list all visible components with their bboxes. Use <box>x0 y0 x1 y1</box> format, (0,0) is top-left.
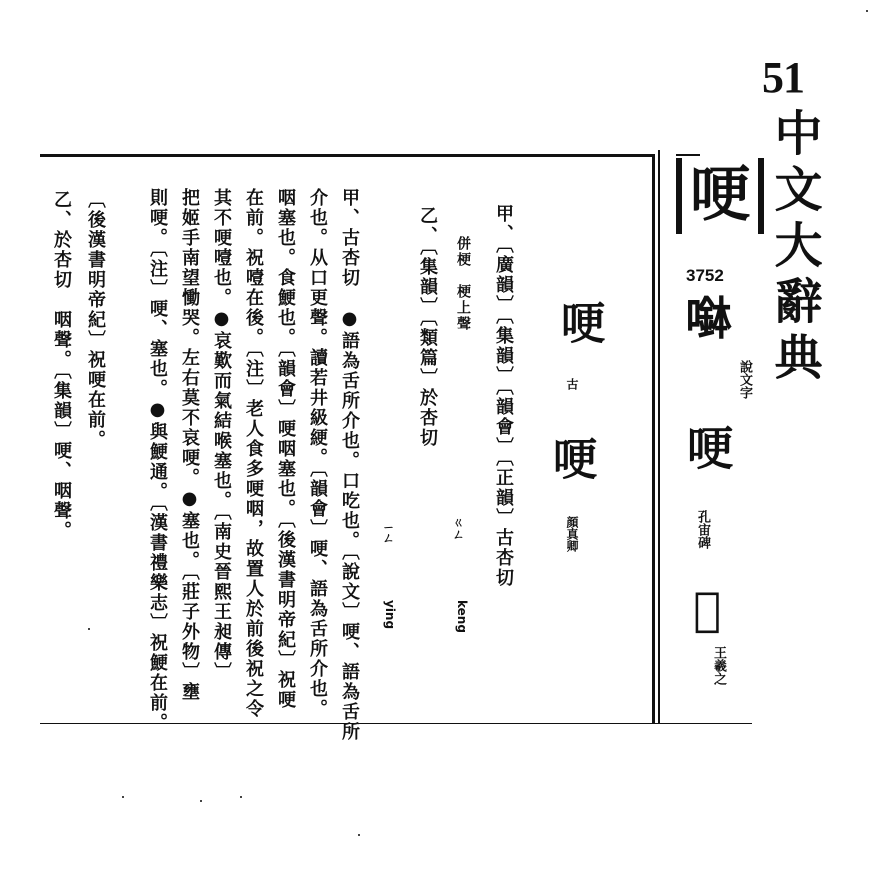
variant-form-2: 哽 <box>680 424 734 470</box>
running-title: 中文大辭典 <box>766 108 822 388</box>
reading-yi-line: 乙、〔集韻〕〔類篇〕於杏切 <box>417 206 438 448</box>
reading-jia-line: 甲、〔廣韻〕〔集韻〕〔韻會〕〔正韻〕古杏切 <box>493 204 514 588</box>
scan-speck <box>200 800 202 802</box>
entry-number: 3752 <box>686 266 724 285</box>
bopomofo-1: ㄍㄥ <box>451 516 465 540</box>
variant-note-3: 王羲之 <box>711 646 726 685</box>
romanization-1: keng <box>455 600 469 633</box>
variant-note-2: 孔宙碑 <box>695 510 710 549</box>
definition-line-9: 乙、於杏切 咽聲。〔集韻〕哽、咽聲。 <box>51 190 72 541</box>
scan-speck <box>122 796 124 798</box>
seal-label-1: 古 <box>565 378 579 390</box>
scan-speck <box>358 834 360 836</box>
head-character: 哽 <box>676 158 764 234</box>
seal-label-2: 顔真卿 <box>565 516 579 552</box>
definition-line-5: 其不哽噎也。●哀歎而氣結喉塞也。〔南史晉熙王昶傳〕 <box>211 188 232 682</box>
frame-right-rule-inner <box>658 150 660 724</box>
frame-right-rule <box>652 154 655 724</box>
scan-speck <box>866 10 868 12</box>
scan-speck <box>88 628 90 630</box>
definition-line-4: 在前。祝噎在後。〔注〕老人食多哽咽，故置人於前後祝之令 <box>243 188 264 719</box>
definition-line-2: 介也。从口更聲。讀若井級綆。〔韻會〕哽、語為舌所介也。 <box>307 188 328 719</box>
definition-line-8: 〔後漢書明帝紀〕祝哽在前。 <box>85 190 106 450</box>
definition-line-6: 把姬手南望慟哭。左右莫不哀哽。●塞也。〔莊子外物〕壅 <box>179 188 200 702</box>
page-number: 51 <box>762 53 804 102</box>
definition-line-3: 咽塞也。食鯁也。〔韻會〕哽咽塞也。〔後漢書明帝紀〕祝哽 <box>275 188 296 710</box>
definition-line-1: 甲、古杏切 ●語為舌所介也。口吃也。〔說文〕哽、語為舌所 <box>339 188 360 742</box>
frame-top-rule <box>40 154 652 157</box>
variant-form-1: 𡀖 <box>680 296 734 342</box>
seal-form-2: 哽 <box>545 436 596 480</box>
seal-form-1: 哽 <box>553 300 604 344</box>
bopomofo-2: ㄧㄥ <box>381 522 395 544</box>
scan-speck <box>240 796 242 798</box>
definition-line-7: 則哽。〔注〕哽、塞也。●與鯁通。〔漢書禮樂志〕祝鯁在前。 <box>147 188 168 733</box>
jia-subnote: 併梗 梗上聲 <box>455 236 471 332</box>
variant-note-1: 說文字 <box>737 360 752 399</box>
frame-stub-rule <box>676 154 700 156</box>
variant-form-3: 𠰳 <box>680 582 734 636</box>
romanization-2: ying <box>383 600 397 630</box>
